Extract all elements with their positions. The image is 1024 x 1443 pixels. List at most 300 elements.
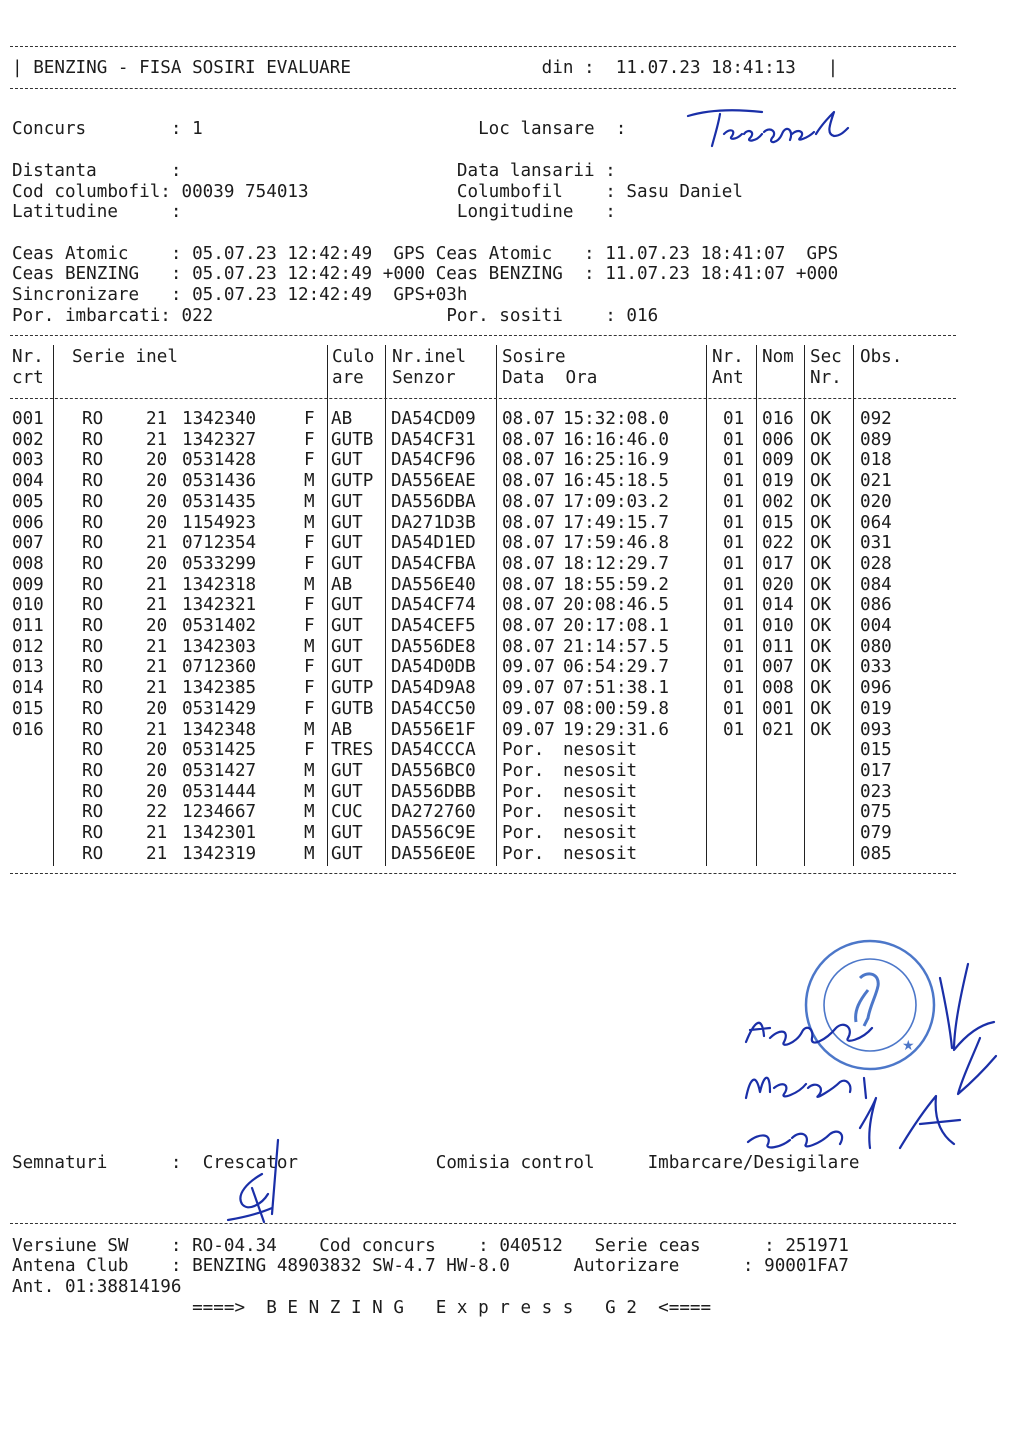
cod-columbofil-line: Cod columbofil: 00039 754013 Columbofil : Sasu Daniel	[12, 182, 743, 202]
ant-cell: 01	[723, 698, 745, 719]
country-cell: RO	[82, 740, 104, 761]
color-cell: GUTP	[331, 471, 374, 492]
color-cell: GUT	[331, 781, 363, 802]
sex-cell: F	[304, 698, 315, 719]
sensor-cell: DA272760	[391, 802, 476, 823]
country-cell: RO	[82, 533, 104, 554]
sensor-cell: DA556EAE	[391, 471, 476, 492]
header-datetime: 11.07.23 18:41:13	[615, 58, 796, 78]
year-cell: 20	[146, 553, 168, 574]
sensor-cell: DA556DBB	[391, 781, 476, 802]
ring-cell: 0531436	[182, 471, 257, 492]
nr-cell: 007	[12, 533, 44, 554]
document-title: BENZING - FISA SOSIRI EVALUARE	[33, 58, 351, 78]
date-cell: 09.07	[502, 657, 555, 678]
sex-cell: F	[304, 409, 315, 429]
sec-cell: OK	[810, 450, 832, 471]
ant-cell: 01	[723, 471, 745, 492]
obs-cell: 031	[860, 533, 892, 554]
ant-cell: 01	[723, 429, 745, 450]
sex-cell: M	[304, 491, 315, 512]
ring-cell: 0712360	[182, 657, 257, 678]
latitudine-label: Latitudine	[12, 202, 118, 222]
nom-cell: 017	[762, 553, 794, 574]
time-cell: 19:29:31.6	[563, 719, 669, 740]
year-cell: 22	[146, 802, 168, 823]
time-cell: 16:16:46.0	[563, 429, 669, 450]
date-cell: Por.	[502, 760, 545, 781]
year-cell: 20	[146, 760, 168, 781]
table-header-cell: Senzor	[392, 368, 456, 388]
year-cell: 21	[146, 678, 168, 699]
clock-line-1: Ceas Atomic : 05.07.23 12:42:49 GPS Ceas Atomic : 11.07.23 18:41:07 GPS	[12, 244, 839, 264]
table-header-cell: Sec	[810, 347, 842, 367]
ant-cell: 01	[723, 636, 745, 657]
sensor-cell: DA556E1F	[391, 719, 476, 740]
nr-cell: 011	[12, 616, 44, 636]
sensor-cell: DA54CF96	[391, 450, 476, 471]
ant-cell: 01	[723, 574, 745, 595]
nom-cell: 021	[762, 719, 794, 740]
obs-cell: 028	[860, 553, 892, 574]
header-line: | BENZING - FISA SOSIRI EVALUARE din : 11.07.23 18:41:13 |	[12, 58, 839, 78]
time-cell: 21:14:57.5	[563, 636, 669, 657]
nr-cell: 004	[12, 471, 44, 492]
concurs-label: Concurs	[12, 119, 87, 139]
ant-cell: 01	[723, 657, 745, 678]
year-cell: 20	[146, 781, 168, 802]
year-cell: 20	[146, 450, 168, 471]
sensor-cell: DA556DBA	[391, 491, 476, 512]
country-cell: RO	[82, 450, 104, 471]
time-cell: 06:54:29.7	[563, 657, 669, 678]
table-header-cell: Nr.inel	[392, 347, 467, 367]
time-cell: nesosit	[563, 843, 638, 864]
nom-cell: 014	[762, 595, 794, 616]
nr-cell: 014	[12, 678, 44, 699]
year-cell: 21	[146, 657, 168, 678]
ant-cell: 01	[723, 678, 745, 699]
date-cell: Por.	[502, 802, 545, 823]
nr-cell: 012	[12, 636, 44, 657]
nr-cell: 005	[12, 491, 44, 512]
color-cell: GUT	[331, 512, 363, 533]
sensor-cell: DA556BC0	[391, 760, 476, 781]
breeder-signature	[222, 1138, 302, 1224]
obs-cell: 020	[860, 491, 892, 512]
year-cell: 20	[146, 616, 168, 636]
time-cell: 08:00:59.8	[563, 698, 669, 719]
color-cell: GUT	[331, 491, 363, 512]
time-cell: 07:51:38.1	[563, 678, 669, 699]
loc-lansare-handwritten	[684, 104, 854, 148]
ant-cell: 01	[723, 409, 745, 429]
sensor-cell: DA556E0E	[391, 843, 476, 864]
sensor-cell: DA54CC50	[391, 698, 476, 719]
time-cell: 20:08:46.5	[563, 595, 669, 616]
nom-cell: 008	[762, 678, 794, 699]
time-cell: 16:25:16.9	[563, 450, 669, 471]
nr-cell: 003	[12, 450, 44, 471]
time-cell: nesosit	[563, 781, 638, 802]
ant-cell: 01	[723, 719, 745, 740]
date-cell: 08.07	[502, 512, 555, 533]
signatures-line: Semnaturi : Crescator Comisia control Imbarcare/Desigilare	[12, 1153, 860, 1173]
concurs-value: 1	[192, 119, 203, 139]
date-cell: 08.07	[502, 471, 555, 492]
color-cell: GUTB	[331, 698, 374, 719]
sex-cell: F	[304, 678, 315, 699]
header-bottom-rule	[10, 88, 956, 89]
year-cell: 21	[146, 823, 168, 843]
country-cell: RO	[82, 429, 104, 450]
nom-cell: 015	[762, 512, 794, 533]
table-header-cell: Data Ora	[502, 368, 598, 388]
country-cell: RO	[82, 616, 104, 636]
sensor-cell: DA556DE8	[391, 636, 476, 657]
sec-cell: OK	[810, 595, 832, 616]
ring-cell: 1234667	[182, 802, 257, 823]
table-header-cell: Obs.	[860, 347, 903, 367]
ring-cell: 1342303	[182, 636, 257, 657]
nr-cell: 001	[12, 409, 44, 429]
time-cell: nesosit	[563, 823, 638, 843]
country-cell: RO	[82, 823, 104, 843]
obs-cell: 064	[860, 512, 892, 533]
sex-cell: F	[304, 616, 315, 636]
date-cell: Por.	[502, 781, 545, 802]
footer-line-2: Antena Club : BENZING 48903832 SW-4.7 HW-8.0 Autorizare : 90001FA7	[12, 1256, 849, 1276]
sensor-cell: DA54D1ED	[391, 533, 476, 554]
time-cell: 18:12:29.7	[563, 553, 669, 574]
year-cell: 21	[146, 409, 168, 429]
country-cell: RO	[82, 574, 104, 595]
loc-lansare-label: Loc lansare	[478, 119, 595, 139]
footer-rule	[10, 1223, 956, 1224]
nom-cell: 007	[762, 657, 794, 678]
nom-cell: 006	[762, 429, 794, 450]
longitudine-label: Longitudine	[456, 202, 574, 222]
obs-cell: 084	[860, 574, 892, 595]
date-cell: Por.	[502, 823, 545, 843]
sex-cell: F	[304, 450, 315, 471]
obs-cell: 033	[860, 657, 892, 678]
date-cell: 08.07	[502, 450, 555, 471]
column-separator	[756, 345, 757, 866]
nom-cell: 019	[762, 471, 794, 492]
table-header-rule	[10, 398, 956, 399]
ant-cell: 01	[723, 450, 745, 471]
ring-cell: 1342340	[182, 409, 257, 429]
obs-cell: 017	[860, 760, 892, 781]
date-cell: Por.	[502, 843, 545, 864]
crescator-label: Crescator	[202, 1153, 299, 1173]
sex-cell: F	[304, 553, 315, 574]
time-cell: nesosit	[563, 740, 638, 761]
sex-cell: M	[304, 760, 315, 781]
ant-cell: 01	[723, 491, 745, 512]
nom-cell: 010	[762, 616, 794, 636]
obs-cell: 089	[860, 429, 892, 450]
ring-cell: 1342385	[182, 678, 257, 699]
year-cell: 20	[146, 471, 168, 492]
year-cell: 21	[146, 595, 168, 616]
nr-cell: 013	[12, 657, 44, 678]
country-cell: RO	[82, 409, 104, 429]
ring-cell: 0533299	[182, 553, 257, 574]
color-cell: GUTP	[331, 678, 374, 699]
sensor-cell: DA556C9E	[391, 823, 476, 843]
sensor-cell: DA556E40	[391, 574, 476, 595]
columbofil-value: Sasu Daniel	[626, 182, 743, 202]
nr-cell: 009	[12, 574, 44, 595]
date-cell: 08.07	[502, 429, 555, 450]
color-cell: GUTB	[331, 429, 374, 450]
ring-cell: 0531425	[182, 740, 257, 761]
color-cell: AB	[331, 409, 353, 429]
ring-cell: 0531402	[182, 616, 257, 636]
clock-line-3: Sincronizare : 05.07.23 12:42:49 GPS+03h	[12, 285, 468, 305]
color-cell: AB	[331, 719, 353, 740]
sex-cell: M	[304, 781, 315, 802]
count-line: Por. imbarcati: 022 Por. sositi : 016	[12, 306, 659, 326]
sec-cell: OK	[810, 491, 832, 512]
year-cell: 20	[146, 740, 168, 761]
nom-cell: 022	[762, 533, 794, 554]
column-separator	[706, 345, 707, 866]
time-cell: nesosit	[563, 760, 638, 781]
color-cell: GUT	[331, 760, 363, 781]
obs-cell: 018	[860, 450, 892, 471]
ant-cell: 01	[723, 616, 745, 636]
obs-cell: 023	[860, 781, 892, 802]
country-cell: RO	[82, 491, 104, 512]
comisia-label: Comisia control	[435, 1153, 595, 1173]
data-lansarii-label: Data lansarii	[456, 161, 595, 181]
nr-cell: 006	[12, 512, 44, 533]
column-separator	[385, 345, 386, 866]
color-cell: CUC	[331, 802, 363, 823]
column-separator	[853, 345, 854, 866]
nr-cell: 008	[12, 553, 44, 574]
column-separator	[53, 345, 54, 866]
semnaturi-label: Semnaturi	[12, 1153, 108, 1173]
cod-columbofil-label: Cod columbofil	[12, 182, 161, 202]
sensor-cell: DA54CF74	[391, 595, 476, 616]
sec-cell: OK	[810, 471, 832, 492]
color-cell: GUT	[331, 657, 363, 678]
date-cell: 08.07	[502, 533, 555, 554]
header-top-rule	[10, 46, 956, 47]
sositi-label: Por. sositi	[446, 306, 563, 326]
country-cell: RO	[82, 636, 104, 657]
ring-cell: 0531435	[182, 491, 257, 512]
latitudine-line: Latitudine : Longitudine :	[12, 202, 616, 222]
footer-line-1: Versiune SW : RO-04.34 Cod concurs : 040512 Serie ceas : 251971	[12, 1236, 849, 1256]
table-header-cell: crt	[12, 368, 44, 388]
benzing-banner: ====> B E N Z I N G E x p r e s s G 2 <====	[192, 1298, 712, 1318]
country-cell: RO	[82, 595, 104, 616]
time-cell: 16:45:18.5	[563, 471, 669, 492]
sex-cell: M	[304, 636, 315, 657]
obs-cell: 015	[860, 740, 892, 761]
sec-cell: OK	[810, 719, 832, 740]
sex-cell: M	[304, 802, 315, 823]
country-cell: RO	[82, 781, 104, 802]
sensor-cell: DA54D9A8	[391, 678, 476, 699]
concurs-line: Concurs : 1 Loc lansare :	[12, 119, 627, 139]
sec-cell: OK	[810, 533, 832, 554]
column-separator	[496, 345, 497, 866]
obs-cell: 096	[860, 678, 892, 699]
country-cell: RO	[82, 719, 104, 740]
nr-cell: 015	[12, 698, 44, 719]
din-label: din :	[541, 58, 595, 78]
distanta-line: Distanta : Data lansarii :	[12, 161, 616, 181]
color-cell: AB	[331, 574, 353, 595]
sex-cell: F	[304, 429, 315, 450]
ant-cell: 01	[723, 512, 745, 533]
obs-cell: 079	[860, 823, 892, 843]
nom-cell: 001	[762, 698, 794, 719]
color-cell: GUT	[331, 616, 363, 636]
time-cell: 17:49:15.7	[563, 512, 669, 533]
country-cell: RO	[82, 802, 104, 823]
nom-cell: 016	[762, 409, 794, 429]
sex-cell: F	[304, 740, 315, 761]
obs-cell: 085	[860, 843, 892, 864]
time-cell: 17:09:03.2	[563, 491, 669, 512]
ant-cell: 01	[723, 533, 745, 554]
ring-cell: 1154923	[182, 512, 257, 533]
obs-cell: 004	[860, 616, 892, 636]
table-header-cell: are	[332, 368, 364, 388]
date-cell: 08.07	[502, 574, 555, 595]
table-header-cell: Culo	[332, 347, 375, 367]
color-cell: GUT	[331, 595, 363, 616]
svg-text:★: ★	[902, 1038, 915, 1054]
sec-cell: OK	[810, 698, 832, 719]
sex-cell: M	[304, 574, 315, 595]
date-cell: 08.07	[502, 491, 555, 512]
footer-banner-line	[12, 1298, 711, 1319]
sensor-cell: DA271D3B	[391, 512, 476, 533]
obs-cell: 019	[860, 698, 892, 719]
country-cell: RO	[82, 678, 104, 699]
sec-cell: OK	[810, 429, 832, 450]
color-cell: GUT	[331, 553, 363, 574]
date-cell: 08.07	[502, 553, 555, 574]
commission-signatures	[740, 958, 1000, 1158]
sositi-value: 016	[626, 306, 659, 326]
obs-cell: 086	[860, 595, 892, 616]
country-cell: RO	[82, 698, 104, 719]
date-cell: 09.07	[502, 719, 555, 740]
year-cell: 21	[146, 533, 168, 554]
year-cell: 21	[146, 574, 168, 595]
sex-cell: M	[304, 823, 315, 843]
year-cell: 21	[146, 636, 168, 657]
color-cell: GUT	[331, 636, 363, 657]
obs-cell: 092	[860, 409, 892, 429]
nr-cell: 010	[12, 595, 44, 616]
sensor-cell: DA54CEF5	[391, 616, 476, 636]
year-cell: 21	[146, 429, 168, 450]
ring-cell: 0531428	[182, 450, 257, 471]
date-cell: 08.07	[502, 595, 555, 616]
color-cell: TRES	[331, 740, 374, 761]
country-cell: RO	[82, 760, 104, 781]
table-header-cell: Nom	[762, 347, 794, 367]
year-cell: 21	[146, 719, 168, 740]
nom-cell: 011	[762, 636, 794, 657]
sec-cell: OK	[810, 409, 832, 429]
sensor-cell: DA54CF31	[391, 429, 476, 450]
time-cell: nesosit	[563, 802, 638, 823]
ring-cell: 1342327	[182, 429, 257, 450]
country-cell: RO	[82, 512, 104, 533]
obs-cell: 075	[860, 802, 892, 823]
table-bottom-rule	[10, 873, 956, 874]
sensor-cell: DA54CD09	[391, 409, 476, 429]
ring-cell: 0531427	[182, 760, 257, 781]
year-cell: 20	[146, 491, 168, 512]
date-cell: Por.	[502, 740, 545, 761]
sensor-cell: DA54D0DB	[391, 657, 476, 678]
nr-cell: 016	[12, 719, 44, 740]
sex-cell: M	[304, 512, 315, 533]
sex-cell: F	[304, 595, 315, 616]
obs-cell: 021	[860, 471, 892, 492]
table-header-cell: Sosire	[502, 347, 566, 367]
time-cell: 18:55:59.2	[563, 574, 669, 595]
time-cell: 20:17:08.1	[563, 616, 669, 636]
date-cell: 09.07	[502, 678, 555, 699]
color-cell: GUT	[331, 823, 363, 843]
nr-cell: 002	[12, 429, 44, 450]
nom-cell: 002	[762, 491, 794, 512]
date-cell: 08.07	[502, 409, 555, 429]
sec-cell: OK	[810, 678, 832, 699]
country-cell: RO	[82, 843, 104, 864]
clock-line-2: Ceas BENZING : 05.07.23 12:42:49 +000 Ceas BENZING : 11.07.23 18:41:07 +000	[12, 264, 839, 284]
country-cell: RO	[82, 553, 104, 574]
sex-cell: M	[304, 471, 315, 492]
column-separator	[804, 345, 805, 866]
footer-line-3: Ant. 01:38814196	[12, 1277, 182, 1297]
columbofil-label: Columbofil	[456, 182, 563, 202]
country-cell: RO	[82, 471, 104, 492]
sec-cell: OK	[810, 636, 832, 657]
ring-cell: 0531444	[182, 781, 257, 802]
table-top-rule	[10, 335, 956, 336]
imbarcati-label: Por. imbarcati	[12, 306, 161, 326]
sex-cell: F	[304, 533, 315, 554]
sec-cell: OK	[810, 512, 832, 533]
table-header-cell: Nr.	[712, 347, 744, 367]
obs-cell: 080	[860, 636, 892, 657]
sensor-cell: DA54CFBA	[391, 553, 476, 574]
imbarcare-label: Imbarcare/Desigilare	[647, 1153, 860, 1173]
sex-cell: M	[304, 719, 315, 740]
sec-cell: OK	[810, 657, 832, 678]
sex-cell: M	[304, 843, 315, 864]
table-header-cell: Ant	[712, 368, 744, 388]
imbarcati-value: 022	[181, 306, 214, 326]
ring-cell: 0712354	[182, 533, 257, 554]
sec-cell: OK	[810, 616, 832, 636]
obs-cell: 093	[860, 719, 892, 740]
